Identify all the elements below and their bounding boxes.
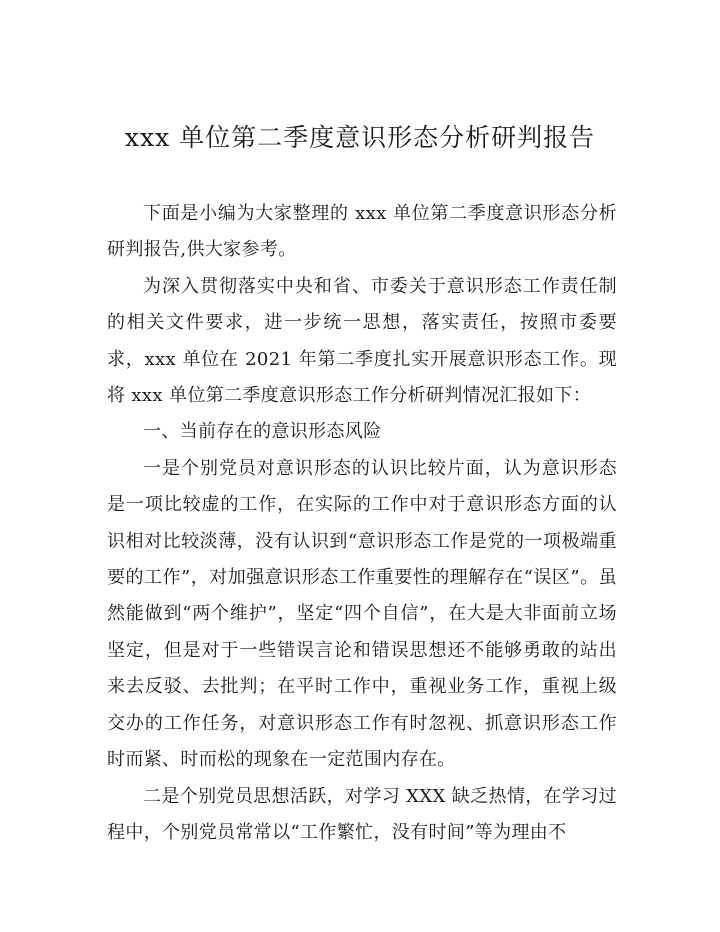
document-title: xxx 单位第二季度意识形态分析研判报告 — [124, 123, 596, 152]
risk-two-paragraph: 二是个别党员思想活跃，对学习 XXX 缺乏热情，在学习过程中，个别党员常常以“工作繁忙，没有时间”等为理由不 — [107, 785, 617, 843]
document-body — [107, 196, 617, 851]
background-paragraph: 为深入贯彻落实中央和省、市委关于意识形态工作责任制的相关文件要求，进一步统一思想，落实责任，按照市委要求，xxx 单位在 2021 年第二季度扎实开展意识形态工作。现将 xxx 单位第二季度意识形态工作分析研判情况汇报如下： — [107, 275, 617, 407]
intro-paragraph: 下面是小编为大家整理的 xxx 单位第二季度意识形态分析研判报告,供大家参考。 — [107, 203, 617, 261]
section-heading: 一、当前存在的意识形态风险 — [143, 421, 382, 443]
risk-one-paragraph: 一是个别党员对意识形态的认识比较片面，认为意识形态是一项比较虚的工作，在实际的工作中对于意识形态方面的认识相对比较淡薄，没有认识到“意识形态工作是党的一项极端重要的工作”，对加强意识形态工作重要性的理解存在“误区”。虽然能做到“两个维护”，坚定“四个自信”，在大是大非面前立场坚定，但是对于一些错误言论和错误思想还不能够勇敢的站出来去反驳、去批判；在平时工作中，重视业务工作，重视上级交办的工作任务，对意识形态工作有时忽视、抓意识形态工作时而紧、时而松的现象在一定范围内存在。 — [107, 457, 617, 771]
